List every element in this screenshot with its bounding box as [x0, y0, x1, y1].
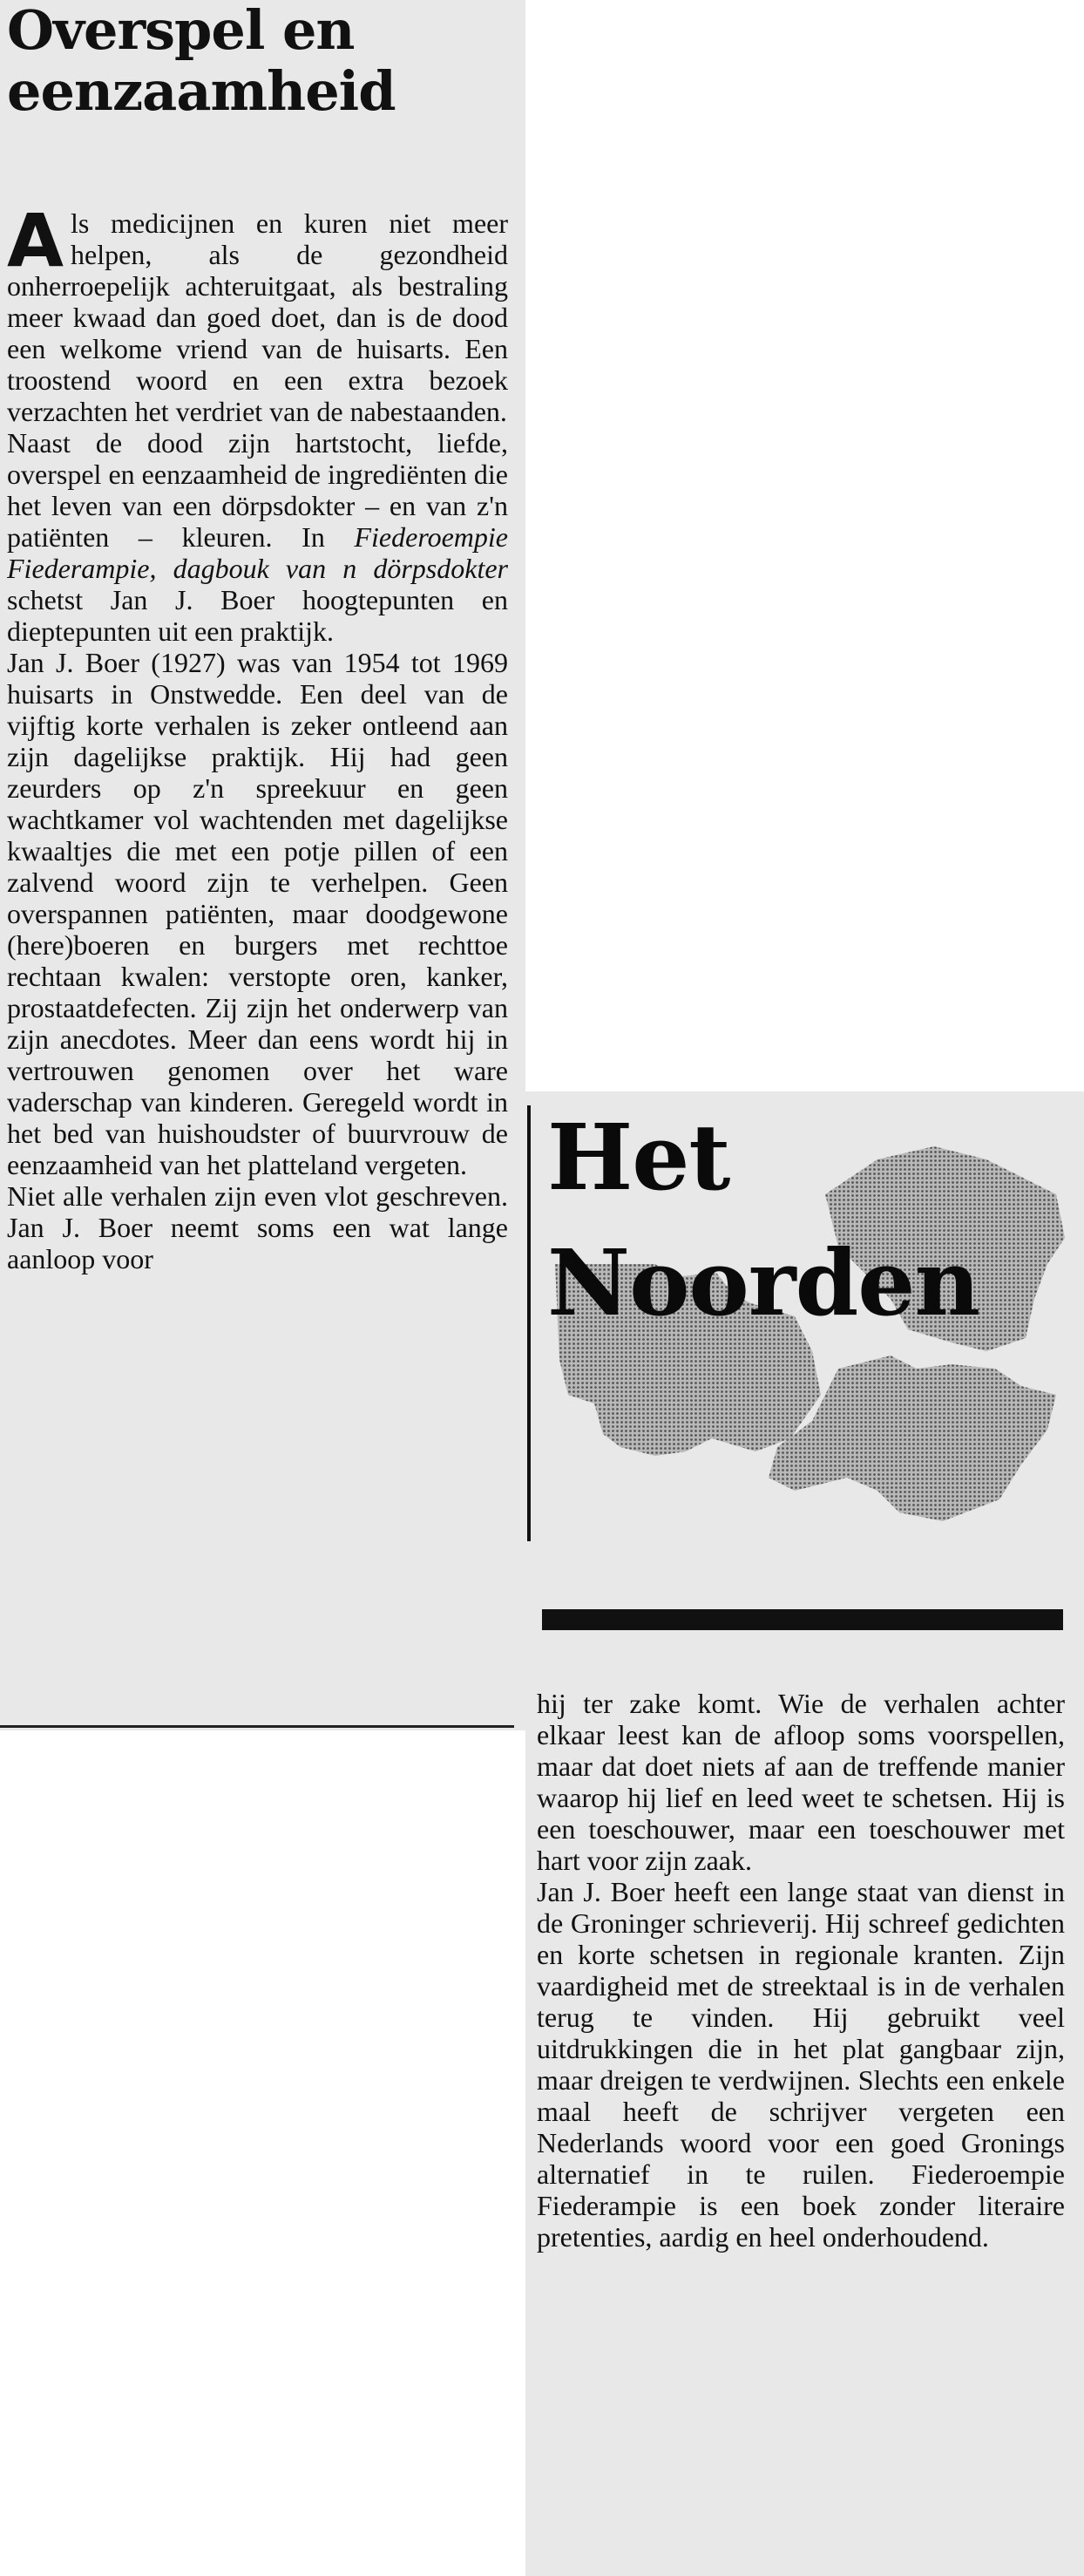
paragraph-4-part-2: hij ter zake komt. Wie de verhalen achter elkaar leest kan de afloop soms voorspellen, maar dat doet niets af aan de treffende manier waarop hij lief en leed weet te schetsen. Hij is een toeschouwer, maar een toeschouwer met hart voor zijn zaak. [537, 1688, 1065, 1876]
book-title: Fiederoempie Fiederampie, dagbouk van n dörpsdokter [7, 521, 508, 584]
logo-left-rule [527, 1105, 531, 1541]
column-divider-rule [0, 1725, 514, 1728]
article-body-column-2 [537, 1688, 1065, 2253]
paragraph-1-text: ls medicijnen en kuren niet meer helpen, als de gezondheid onherroepelijk achteruitgaat, als bestraling meer kwaad dan goed doet, dan is de dood een welkome vriend van de huisarts. Een troostend woord en een extra bezoek verzachten het verdriet van de nabestaanden. [7, 207, 508, 427]
section-logo-line-1: Het [547, 1104, 730, 1211]
paragraph-2-text-after: schetst Jan J. Boer hoogtepunten en dieptepunten uit een praktijk. [7, 584, 508, 647]
section-logo-line-2: Noorden [547, 1229, 980, 1336]
article-headline [7, 0, 512, 122]
drop-cap: A [7, 198, 64, 283]
headline-line-1: Overspel en [7, 0, 355, 62]
paragraph-2 [7, 427, 508, 647]
article-body-column-1 [7, 198, 508, 1274]
paragraph-3: Jan J. Boer (1927) was van 1954 tot 1969 huisarts in Onstwedde. Een deel van de vijftig korte verhalen is zeker ontleend aan zijn dagelijkse praktijk. Hij had geen zeurders op z'n spreekuur en geen wachtkamer vol wachtenden met dagelijkse kwaaltjes die met een potje pillen of een zalvend woord zijn te verhelpen. Geen overspannen patiënten, maar doodgewone (here)boeren en burgers met rechttoe rechtaan kwalen: verstopte oren, kanker, prostaatdefecten. Zij zijn het onderwerp van zijn anecdotes. Meer dan eens wordt hij in vertrouwen genomen over het ware vaderschap van kinderen. Geregeld wordt in het bed van huishoudster of buurvrouw de eenzaamheid van het platteland vergeten. [7, 647, 508, 1180]
paragraph-2-text-before: Naast de dood zijn hartstocht, liefde, overspel en eenzaamheid de ingrediënten die het leven van een dörpsdokter – en van z'n patiënten – kleuren. In [7, 427, 508, 553]
paragraph-1 [7, 198, 508, 427]
paragraph-5: Jan J. Boer heeft een lange staat van dienst in de Groninger schrieverij. Hij schreef gedichten en korte schetsen in regionale kranten. Zijn vaardigheid met de streektaal is in de verhalen terug te vinden. Hij gebruikt veel uitdrukkingen die in het plat gangbaar zijn, maar dreigen te verdwijnen. Slechts een enkele maal heeft de schrijver vergeten een Nederlands woord voor een goed Gronings alternatief in te ruilen. Fiederoempie Fiederampie is een boek zonder literaire pretenties, aardig en heel onderhoudend. [537, 1876, 1065, 2253]
section-logo-bar [542, 1609, 1063, 1630]
paragraph-4-part-1: Niet alle verhalen zijn even vlot geschreven. Jan J. Boer neemt soms een wat lange aanloop voor [7, 1180, 508, 1274]
headline-line-2: eenzaamheid [7, 59, 396, 123]
